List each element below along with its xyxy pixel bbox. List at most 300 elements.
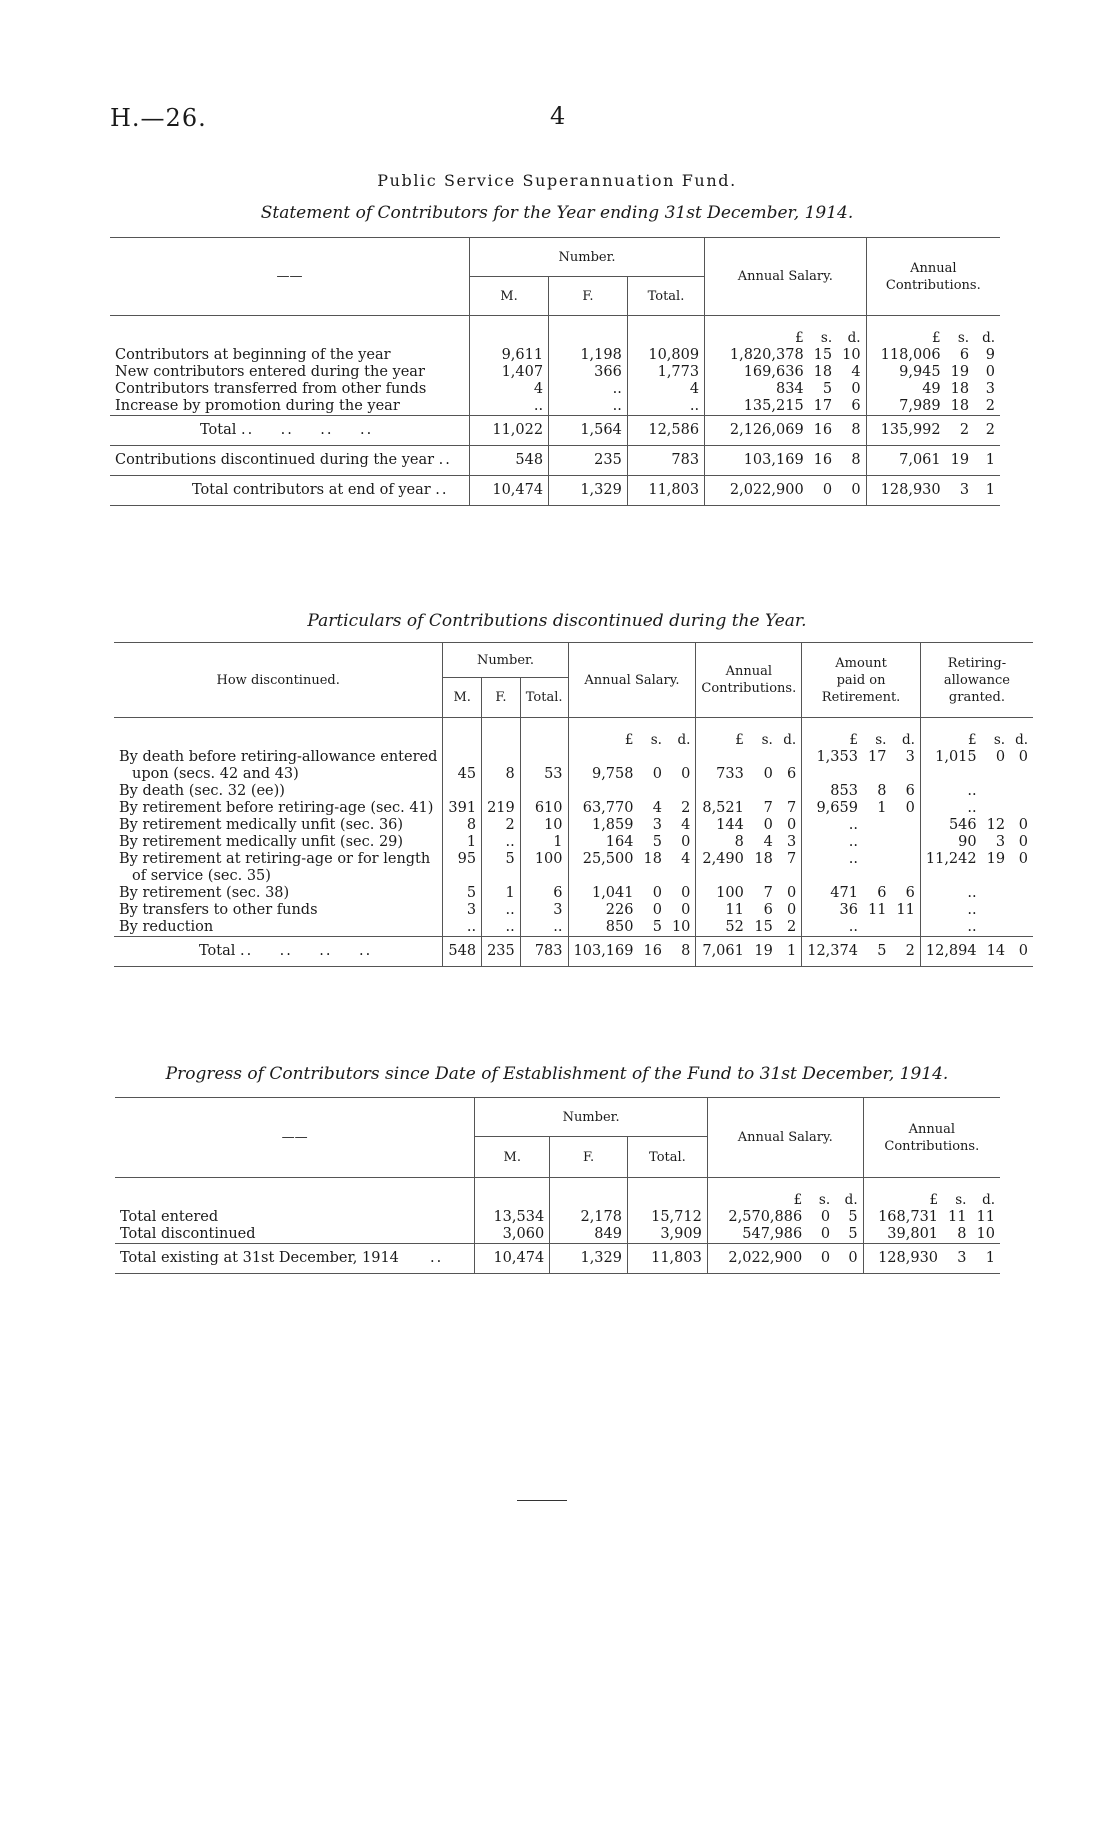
cell-sal-s: 18: [813, 364, 833, 380]
page-code: H.—26.: [110, 104, 207, 132]
contrib-header-1: Annual: [725, 664, 773, 679]
discontinued-salary-s: 16: [813, 452, 833, 468]
cell-ret: ..: [920, 800, 981, 817]
cell-ret-s: [982, 868, 1010, 885]
total-amount: 12,374: [802, 937, 863, 967]
cell-sal-d: 0: [681, 766, 691, 782]
cell-con-d: 3: [985, 381, 995, 397]
existing-salary-s: 0: [820, 1250, 831, 1266]
cell-ret: [920, 868, 981, 885]
cell-amt: 471: [802, 885, 863, 902]
shilling-unit: s.: [761, 732, 773, 748]
end-contrib-d: 1: [985, 482, 995, 498]
cell-sal: 1,859: [568, 817, 638, 834]
cell-ret: [920, 766, 981, 783]
existing-m: 10,474: [475, 1244, 550, 1274]
cell-t: 610: [520, 800, 568, 817]
cell-sal-d: [667, 783, 696, 800]
cell-m: 13,534: [475, 1209, 550, 1226]
number-header: Number.: [562, 1109, 620, 1125]
cell-sal-s: 15: [813, 347, 833, 363]
cell-t: [520, 783, 568, 800]
particulars-title: Particulars of Contributions discontinued during the Year.: [307, 611, 807, 631]
m-header: M.: [503, 1149, 521, 1165]
pence-unit: d.: [982, 1192, 995, 1208]
cell-sal-s: 0: [652, 902, 662, 918]
cell-amt-s: 17: [867, 749, 887, 765]
f-header: F.: [582, 288, 594, 304]
cell-sal-d: [667, 749, 696, 766]
cell-m: 8: [443, 817, 482, 834]
cell-con-s: 8: [957, 1226, 967, 1242]
cell-ret: ..: [920, 919, 981, 937]
shilling-unit: s.: [875, 732, 887, 748]
cell-con: 39,801: [863, 1226, 943, 1244]
cell-con: 9,945: [866, 364, 946, 381]
cell-ret-s: [982, 885, 1010, 902]
shilling-unit: s.: [650, 732, 662, 748]
cell-ret: ..: [920, 885, 981, 902]
table-row: [110, 398, 1000, 416]
end-m: 10,474: [469, 476, 548, 506]
cell-sal-s: [638, 783, 666, 800]
cell-con: 118,006: [866, 347, 946, 364]
cell-sal: 135,215: [705, 398, 809, 416]
retiring-header-2: allowance: [943, 672, 1010, 688]
cell-amt-d: [891, 919, 920, 937]
cell-t: 10,809: [627, 347, 704, 364]
cell-ret-d: [1010, 800, 1033, 817]
cell-con-d: 0: [985, 364, 995, 380]
cell-con-d: 11: [976, 1209, 995, 1225]
cell-amt: [802, 766, 863, 783]
cell-con-d: 6: [786, 766, 797, 782]
shilling-unit: s.: [820, 330, 833, 346]
cell-m: 45: [443, 766, 482, 783]
f-header: F.: [495, 690, 507, 706]
cell-amt-d: [891, 868, 920, 885]
cell-sal: [568, 783, 638, 800]
cell-sal-s: 5: [652, 834, 662, 850]
total-label: Total: [199, 943, 236, 959]
cell-con-d: 2: [786, 919, 797, 935]
row-label: New contributors entered during the year: [115, 364, 425, 380]
cell-sal: 834: [705, 381, 809, 398]
existing-t: 11,803: [627, 1244, 707, 1274]
cell-m: 5: [443, 885, 482, 902]
cell-t: [520, 749, 568, 766]
cell-ret-s: 12: [986, 817, 1006, 833]
amount-header-2: paid on: [836, 672, 886, 688]
cell-con-d: [778, 868, 802, 885]
cell-amt-d: [891, 766, 920, 783]
total-retiring-d: 0: [1010, 937, 1033, 967]
table-row: [110, 381, 1000, 398]
discontinued-contrib-d: 1: [985, 452, 995, 468]
row-label: of service (sec. 35): [132, 868, 271, 884]
row-label: Total discontinued: [120, 1226, 256, 1242]
shilling-unit: s.: [957, 330, 970, 346]
cell-sal: 164: [568, 834, 638, 851]
contrib-header-2: Contributions.: [701, 681, 797, 696]
cell-ret: 90: [920, 834, 981, 851]
pound-unit: £: [863, 1178, 943, 1210]
cell-ret: ..: [920, 902, 981, 919]
discontinued-t: 783: [627, 446, 704, 476]
cell-con: [696, 783, 749, 800]
pound-unit: £: [707, 1178, 807, 1210]
cell-f: [482, 749, 521, 766]
row-label: By retirement before retiring-age (sec. 41): [119, 800, 434, 816]
table-row: [110, 364, 1000, 381]
cell-sal-d: 0: [681, 885, 691, 901]
cell-con-s: 0: [763, 766, 773, 782]
cell-con-s: 4: [763, 834, 773, 850]
m-header: M.: [500, 288, 518, 304]
table-row: [114, 834, 1033, 851]
cell-con: 2,490: [696, 851, 749, 868]
total-t: 783: [520, 937, 568, 967]
m-header: M.: [453, 690, 471, 706]
end-salary-s: 0: [822, 482, 833, 498]
cell-amt: ..: [802, 834, 863, 851]
cell-con-d: 0: [786, 902, 797, 918]
cell-ret-s: 19: [986, 851, 1006, 867]
cell-con-d: [778, 749, 802, 766]
table-row: [114, 868, 1033, 885]
cell-sal-s: 0: [820, 1209, 831, 1225]
total-salary-d: 8: [851, 422, 861, 438]
cell-con: 52: [696, 919, 749, 937]
cell-con: [696, 868, 749, 885]
pence-unit: d.: [783, 732, 797, 748]
table-row: [114, 800, 1033, 817]
cell-amt: 853: [802, 783, 863, 800]
number-header: Number.: [558, 249, 616, 265]
shilling-unit: s.: [993, 732, 1006, 748]
table-row: [110, 347, 1000, 364]
cell-amt-s: [863, 851, 891, 868]
cell-con: 7,989: [866, 398, 946, 416]
discontinued-salary: 103,169: [705, 446, 809, 476]
cell-ret-d: [1010, 919, 1033, 937]
cell-con-s: 15: [754, 919, 773, 935]
cell-amt: ..: [802, 817, 863, 834]
cell-sal-s: 4: [652, 800, 662, 816]
row-label: By retirement (sec. 38): [119, 885, 290, 901]
how-header: How discontinued.: [216, 672, 340, 688]
cell-ret: 1,015: [920, 749, 981, 766]
end-f: 1,329: [549, 476, 628, 506]
cell-t: ..: [627, 398, 704, 416]
cell-con: 733: [696, 766, 749, 783]
cell-m: 391: [443, 800, 482, 817]
cell-ret-d: 0: [1018, 851, 1029, 867]
cell-con: [696, 749, 749, 766]
table-row: [114, 749, 1033, 766]
cell-con: 168,731: [863, 1209, 943, 1226]
cell-f: ..: [482, 902, 521, 919]
cell-t: 3,909: [627, 1226, 707, 1244]
cell-amt-s: 8: [877, 783, 887, 799]
row-label: By retirement medically unfit (sec. 29): [119, 834, 404, 850]
cell-con: 8: [696, 834, 749, 851]
end-salary: 2,022,900: [705, 476, 809, 506]
cell-ret: 546: [920, 817, 981, 834]
page-title: Public Service Superannuation Fund.: [377, 171, 737, 190]
end-t: 11,803: [627, 476, 704, 506]
contrib-header-2: Contributions.: [884, 1138, 980, 1154]
row-label: Increase by promotion during the year: [115, 398, 400, 414]
cell-m: 4: [469, 381, 548, 398]
total-salary-s: 16: [638, 937, 666, 967]
table-row: [114, 766, 1033, 783]
cell-ret-d: [1010, 902, 1033, 919]
pence-unit: d.: [901, 732, 915, 748]
total-label: Total: [200, 422, 237, 438]
cell-ret-d: [1010, 783, 1033, 800]
cell-t: 6: [520, 885, 568, 902]
cell-sal: 25,500: [568, 851, 638, 868]
end-contrib-s: 3: [959, 482, 970, 498]
cell-m: 3: [443, 902, 482, 919]
cell-sal-s: [638, 749, 666, 766]
progress-table: —— Number. Annual Salary. Annual Contributions. M. F. Total. £ s. d. £ s. d. Total entered 13,534 2,178 15,712 2,570,886 0 5 168,731 11 11 Total discontinued 3,060 849 3,909 547,986 0 5 39,801 8 10 Total existing at 31st December, 1914 .. 10,474 1,329 11,803 2,022,900 0 0 128,930 3 1: [115, 1097, 1000, 1274]
total-f: 1,564: [549, 416, 628, 446]
end-label: Total contributors at end of year: [192, 482, 431, 498]
cell-amt-s: [863, 919, 891, 937]
cell-m: [443, 783, 482, 800]
cell-t: 15,712: [627, 1209, 707, 1226]
table-row: [114, 902, 1033, 919]
cell-amt-s: [863, 817, 891, 834]
cell-ret-s: 3: [995, 834, 1006, 850]
total-header: Total.: [525, 690, 563, 706]
cell-t: 100: [520, 851, 568, 868]
cell-f: 8: [482, 766, 521, 783]
row-label: By transfers to other funds: [119, 902, 318, 918]
cell-m: [443, 868, 482, 885]
cell-sal-s: [638, 868, 666, 885]
cell-sal-d: 0: [681, 834, 691, 850]
cell-amt: 36: [802, 902, 863, 919]
cell-sal: 547,986: [707, 1226, 807, 1244]
cell-sal: 2,570,886: [707, 1209, 807, 1226]
cell-con-s: 6: [763, 902, 773, 918]
cell-m: 3,060: [475, 1226, 550, 1244]
cell-sal-s: 5: [822, 381, 833, 397]
cell-t: 10: [520, 817, 568, 834]
cell-amt-d: 6: [905, 783, 915, 799]
cell-sal-d: 5: [848, 1209, 858, 1225]
cell-sal: 226: [568, 902, 638, 919]
salary-header: Annual Salary.: [584, 672, 680, 688]
existing-contrib: 128,930: [863, 1244, 943, 1274]
cell-t: 4: [627, 381, 704, 398]
dash-header: ——: [281, 1130, 308, 1145]
cell-amt-d: 6: [905, 885, 915, 901]
total-amount-s: 5: [863, 937, 891, 967]
cell-con-d: 7: [786, 851, 797, 867]
cell-ret-s: [982, 783, 1010, 800]
row-label: By reduction: [119, 919, 214, 935]
total-contrib-s: 2: [959, 422, 970, 438]
end-contrib: 128,930: [866, 476, 946, 506]
cell-amt: 9,659: [802, 800, 863, 817]
retiring-header-1: Retiring-: [947, 655, 1007, 671]
cell-ret-s: 0: [995, 749, 1006, 765]
amount-header-3: Retirement.: [821, 689, 901, 705]
cell-ret-s: [982, 902, 1010, 919]
cell-t: 1,773: [627, 364, 704, 381]
closing-rule: [517, 1500, 567, 1501]
pence-unit: d.: [847, 330, 861, 346]
contrib-header-1: Annual: [908, 1121, 956, 1137]
cell-sal: 169,636: [705, 364, 809, 381]
cell-f: [482, 868, 521, 885]
particulars-table: How discontinued. Number. Annual Salary. Annual Contributions. Amount paid on Retirement. Retiring- allowance granted. M. F. Total. £ s. d. £ s. d. £ s. d. £ s. d. By death before retiring-allowance entered 1,353 17 3 1,015 0 0 upon (secs. 42 and 43) 45 8 53 9,758 0 0 733 0 6 By death (sec. 32 (ee)) 853 8 6 .. By retirement before retiring-age (sec. 41) 391 219 610 63,770 4 2 8,521 7 7 9,659 1 0 .. By retirement medically unfit (sec. 36) 8 2 10 1,859 3 4 144 0 0 .. 546 12 0 By retirement medically unfit (sec. 29) 1 .. 1 164 5 0 8 4 3 .. 90 3 0 By retirement at retiring-age or for length 95 5 100 25,500 18 4 2,490 18 7 .. 11,242 19 0 of service (sec. 35) By retirement (sec. 38) 5 1 6 1,041 0 0 100 7 0 471 6 6 .. By transfers to other funds 3 .. 3 226 0 0 11 6 0 36 11 11 .. By reduction .. .. .. 850 5 10 52 15 2 .. .. Total .. .. .. .. 548 235 783 103,169 16 8 7,061 19 1 12,374 5 2 12,894 14 0: [114, 642, 1033, 968]
existing-salary: 2,022,900: [707, 1244, 807, 1274]
cell-sal: [568, 868, 638, 885]
cell-sal-s: 0: [820, 1226, 831, 1242]
discontinued-label: Contributions discontinued during the year: [115, 452, 435, 468]
total-t: 12,586: [627, 416, 704, 446]
cell-amt-d: [891, 851, 920, 868]
cell-sal-s: 17: [813, 398, 833, 414]
statement-table: —— Number. Annual Salary. Annual Contributions. M. F. Total. £ s. d. £ s. d. Contributors at beginning of the year 9,611 1,198 10,809 1,820,378 15 10 118,006 6 9 New contributors entered during the year 1,407 366 1,773 169,636 18 4 9,945 19 0 Contributors transferred from other funds 4 .. 4 834 5 0 49 18 3 Increase by promotion during the year .. .. .. 135,215 17 6 7,989 18 2 Total .. .. .. .. 11,022 1,564 12,586 2,126,069 16 8 135,992 2 2 Contributions discontinued during the year .. 548 235 783 103,169 16 8 7,061 19 1 Total contributors at end of year .. 10,474 1,329 11,803 2,022,900 0 0 128,930 3 1: [110, 237, 1000, 506]
pence-unit: d.: [677, 732, 691, 748]
cell-sal-s: 18: [643, 851, 662, 867]
existing-salary-d: 0: [848, 1250, 858, 1266]
table-row: [115, 1209, 1000, 1226]
shilling-unit: s.: [955, 1192, 967, 1208]
table-row: [114, 885, 1033, 902]
dash-header: ——: [276, 269, 303, 284]
pound-unit: £: [866, 316, 946, 348]
cell-ret-d: [1010, 885, 1033, 902]
cell-con-d: 7: [786, 800, 797, 816]
total-contrib: 135,992: [866, 416, 946, 446]
cell-f: ..: [549, 381, 628, 398]
row-label: Total entered: [120, 1209, 219, 1225]
cell-sal-d: [667, 868, 696, 885]
cell-amt: [802, 868, 863, 885]
cell-sal-d: 6: [851, 398, 861, 414]
cell-con: 11: [696, 902, 749, 919]
cell-f: 1: [482, 885, 521, 902]
cell-sal-d: 4: [851, 364, 861, 380]
cell-amt: 1,353: [802, 749, 863, 766]
cell-m: 9,611: [469, 347, 548, 364]
cell-con-d: 9: [985, 347, 995, 363]
discontinued-contrib-s: 19: [950, 452, 970, 468]
cell-sal-d: 10: [842, 347, 861, 363]
cell-con-s: 18: [950, 381, 970, 397]
amount-header-1: Amount: [835, 655, 887, 671]
f-header: F.: [583, 1149, 595, 1165]
row-label: Contributors transferred from other funds: [115, 381, 427, 397]
cell-con: 144: [696, 817, 749, 834]
cell-sal-s: 0: [652, 766, 662, 782]
total-m: 11,022: [469, 416, 548, 446]
cell-con-s: 0: [763, 817, 773, 833]
cell-con-s: [749, 868, 778, 885]
cell-t: 53: [520, 766, 568, 783]
existing-label: Total existing at 31st December, 1914: [120, 1250, 399, 1266]
retiring-header-3: granted.: [948, 689, 1005, 705]
cell-con-s: 18: [950, 398, 970, 414]
total-amount-d: 2: [891, 937, 920, 967]
cell-amt-d: [891, 834, 920, 851]
table-row: [114, 783, 1033, 800]
statement-title: Statement of Contributors for the Year ending 31st December, 1914.: [260, 203, 854, 223]
cell-amt-s: 6: [877, 885, 887, 901]
discontinued-m: 548: [469, 446, 548, 476]
salary-header: Annual Salary.: [737, 1130, 833, 1145]
end-salary-d: 0: [851, 482, 861, 498]
cell-t: 3: [520, 902, 568, 919]
total-header: Total.: [649, 1149, 686, 1165]
table-row: [114, 851, 1033, 868]
total-contrib: 7,061: [696, 937, 749, 967]
cell-con-s: [749, 783, 778, 800]
row-label: By retirement at retiring-age or for length: [119, 851, 431, 867]
cell-f: 366: [549, 364, 628, 381]
cell-amt-s: [863, 868, 891, 885]
total-contrib-d: 1: [778, 937, 802, 967]
cell-con: 8,521: [696, 800, 749, 817]
cell-sal-s: 3: [652, 817, 662, 833]
cell-amt: ..: [802, 919, 863, 937]
cell-m: 1: [443, 834, 482, 851]
cell-con: 49: [866, 381, 946, 398]
cell-con-d: 0: [786, 817, 797, 833]
cell-f: 219: [482, 800, 521, 817]
cell-sal: 850: [568, 919, 638, 937]
cell-m: ..: [469, 398, 548, 416]
cell-f: [482, 783, 521, 800]
cell-sal-s: 5: [652, 919, 662, 935]
cell-amt-s: [863, 766, 891, 783]
contrib-header-1: Annual: [910, 260, 957, 276]
cell-f: ..: [549, 398, 628, 416]
total-salary: 2,126,069: [705, 416, 809, 446]
cell-ret: 11,242: [920, 851, 981, 868]
cell-amt-s: [863, 834, 891, 851]
total-salary: 103,169: [568, 937, 638, 967]
cell-f: ..: [482, 919, 521, 937]
total-salary-s: 16: [813, 422, 833, 438]
shilling-unit: s.: [818, 1192, 831, 1208]
cell-amt-s: 1: [877, 800, 887, 816]
cell-m: 1,407: [469, 364, 548, 381]
cell-con-d: 0: [786, 885, 797, 901]
total-contrib-s: 19: [749, 937, 778, 967]
row-label: Contributors at beginning of the year: [115, 347, 391, 363]
page-number: 4: [550, 102, 566, 130]
pound-unit: £: [696, 718, 749, 750]
cell-f: 5: [482, 851, 521, 868]
contrib-header-2: Contributions.: [885, 277, 981, 293]
existing-contrib-s: 3: [957, 1250, 967, 1266]
cell-ret-s: [982, 800, 1010, 817]
cell-amt-s: 11: [867, 902, 887, 918]
pence-unit: d.: [1015, 732, 1029, 748]
total-m: 548: [443, 937, 482, 967]
discontinued-contrib: 7,061: [866, 446, 946, 476]
cell-con-s: 7: [763, 885, 773, 901]
total-header: Total.: [647, 288, 685, 304]
